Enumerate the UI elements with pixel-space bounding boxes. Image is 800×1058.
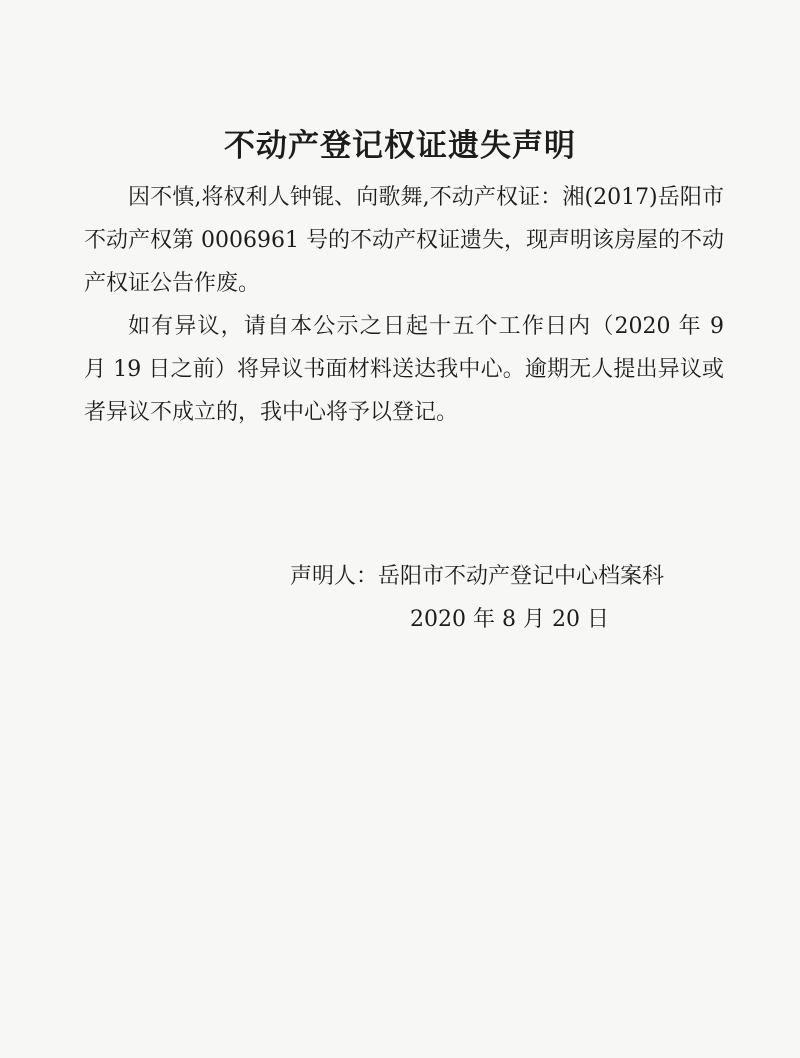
document-body <box>84 176 724 434</box>
declaration-date: 2020 年 8 月 20 日 <box>410 607 609 632</box>
document-title: 不动产登记权证遗失声明 <box>224 128 576 164</box>
signature-block <box>290 555 710 641</box>
paragraph-objection-notice: 如有异议，请自本公示之日起十五个工作日内（2020 年 9 月 19 日之前）将异议书面材料送达我中心。逾期无人提出异议或者异议不成立的，我中心将予以登记。 <box>84 314 724 425</box>
paragraph-loss-statement: 因不慎,将权利人钟锟、向歌舞,不动产权证：湘(2017)岳阳市不动产权第 0006961 号的不动产权证遗失，现声明该房屋的不动产权证公告作废。 <box>84 185 724 296</box>
declarant-line: 声明人：岳阳市不动产登记中心档案科 <box>290 564 665 589</box>
